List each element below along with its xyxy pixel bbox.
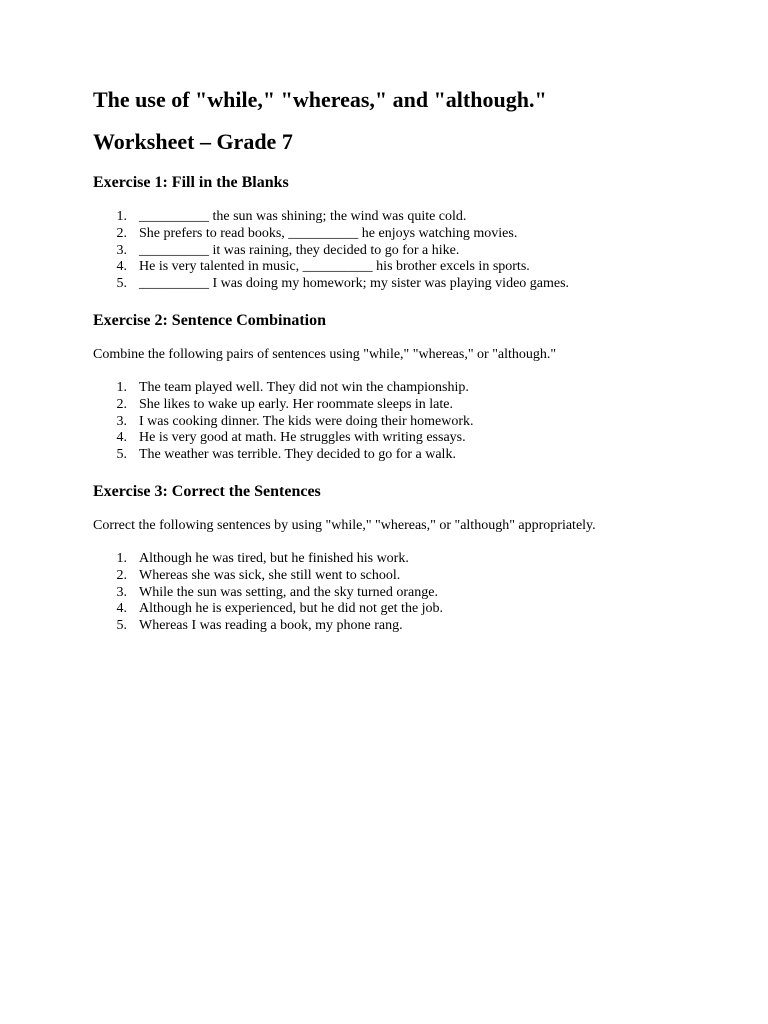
item-number: 1. [116,550,127,566]
exercise-3-instruction: Correct the following sentences by using "while," "whereas," or "although" appropriately. [93,517,596,533]
list-item [93,380,733,397]
item-text: Whereas she was sick, she still went to school. [139,567,401,583]
list-item [93,447,733,464]
item-text: She likes to wake up early. Her roommate sleeps in late. [139,396,453,412]
item-number: 3. [116,413,127,429]
list-item [93,430,733,447]
item-text: He is very good at math. He struggles with writing essays. [139,430,466,446]
item-number: 4. [116,601,127,617]
item-text: Whereas I was reading a book, my phone rang. [139,618,403,634]
item-text: He is very talented in music, __________ his brother excels in sports. [139,259,530,275]
list-item [93,618,733,635]
item-number: 4. [116,430,127,446]
list-item [93,226,733,243]
item-text: While the sun was setting, and the sky turned orange. [139,584,438,600]
item-number: 5. [116,276,127,292]
exercise-1-list [93,209,733,293]
item-text: The weather was terrible. They decided to go for a walk. [139,447,456,463]
item-number: 5. [116,447,127,463]
exercise-2-heading: Exercise 2: Sentence Combination [93,311,327,329]
list-item [93,209,733,226]
item-number: 5. [116,618,127,634]
item-text: Although he was tired, but he finished his work. [139,550,409,566]
item-text: She prefers to read books, __________ he enjoys watching movies. [139,225,518,241]
exercise-3-list [93,551,733,635]
item-text: __________ the sun was shining; the wind was quite cold. [139,209,467,224]
list-item [93,568,733,585]
exercise-1-heading: Exercise 1: Fill in the Blanks [93,174,289,191]
exercise-2-instruction: Combine the following pairs of sentences using "while," "whereas," or "although." [93,346,557,362]
item-text: Although he is experienced, but he did not get the job. [139,601,444,617]
list-item [93,414,733,431]
exercise-3-heading: Exercise 3: Correct the Sentences [93,482,321,500]
item-text: __________ it was raining, they decided to go for a hike. [139,242,460,258]
worksheet-subtitle: Worksheet – Grade 7 [93,129,293,154]
list-item [93,259,733,276]
item-number: 1. [116,379,127,395]
item-number: 3. [116,584,127,600]
item-text: __________ I was doing my homework; my sister was playing video games. [139,276,570,292]
worksheet-page [93,86,733,635]
list-item [93,397,733,414]
list-item [93,243,733,260]
worksheet-title: The use of "while," "whereas," and "although." [93,87,547,112]
item-number: 4. [116,259,127,275]
exercise-2-list [93,380,733,464]
item-number: 3. [116,242,127,258]
item-number: 2. [116,567,127,583]
item-number: 2. [116,225,127,241]
item-text: The team played well. They did not win the championship. [139,379,469,395]
list-item [93,585,733,602]
list-item [93,276,733,293]
list-item [93,601,733,618]
item-text: I was cooking dinner. The kids were doing their homework. [139,413,474,429]
list-item [93,551,733,568]
item-number: 2. [116,396,127,412]
item-number: 1. [116,209,127,224]
